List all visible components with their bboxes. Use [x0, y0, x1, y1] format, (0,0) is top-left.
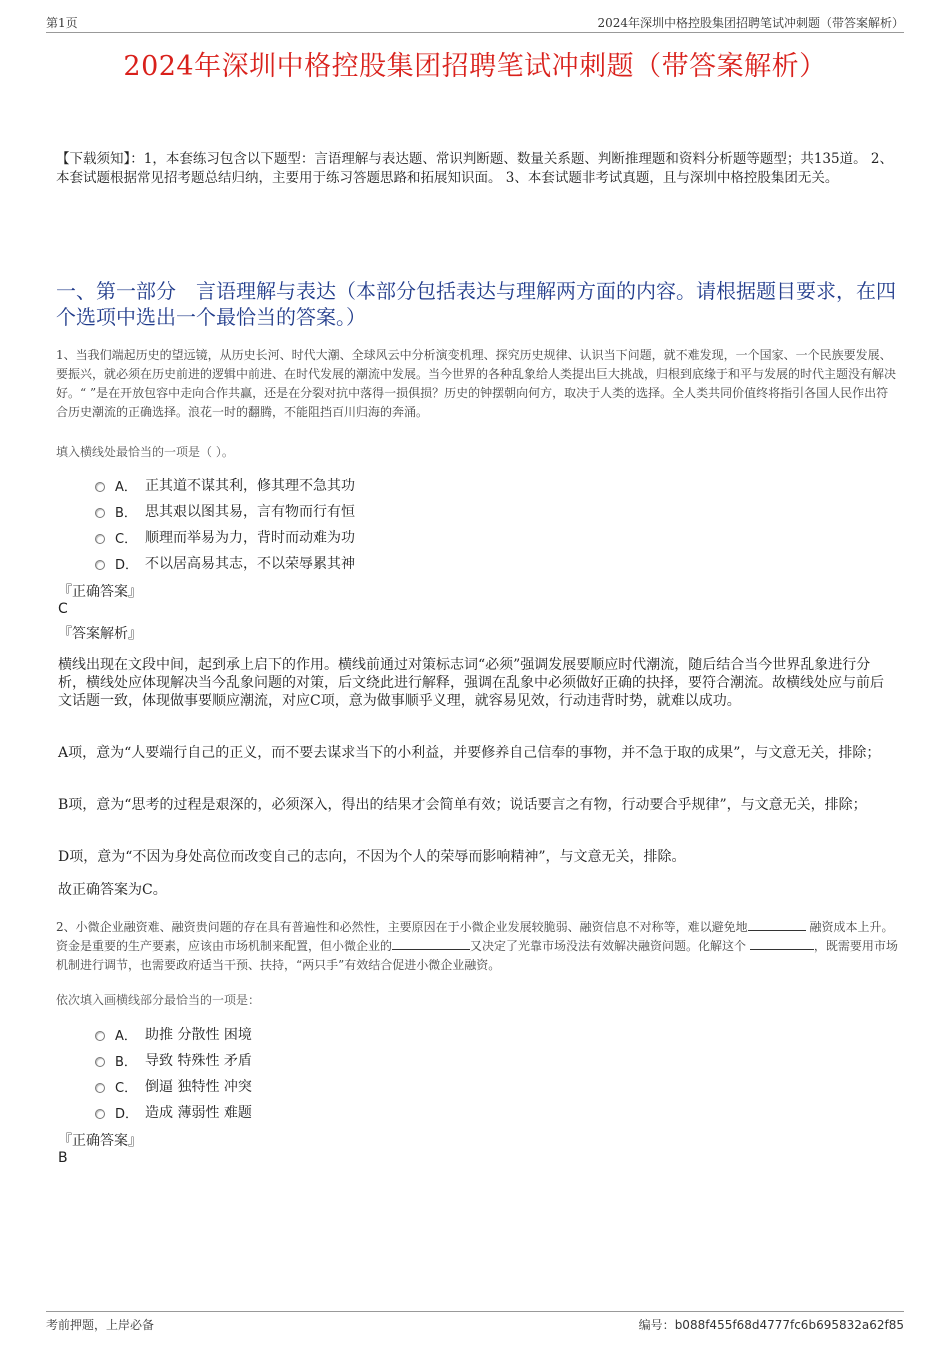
option-d[interactable]: D． 不以居高易其志，不以荣辱累其神: [95, 550, 355, 576]
question-1-options: [95, 472, 355, 576]
radio-icon[interactable]: [95, 534, 105, 544]
download-notice: 【下载须知】：1，本套练习包含以下题型：言语理解与表达题、常识判断题、数量关系题、判断推理题和资料分析题等题型；共135道。 2、本套试题根据常见招考题总结归纳，主要用于练习答题思路和拓展知识面。 3、本套试题非考试真题，且与深圳中格控股集团无关。: [56, 151, 893, 186]
fill-blank[interactable]: [748, 918, 806, 931]
analysis-label: 『答案解析』: [58, 626, 142, 642]
question-1-prompt: 填入横线处最恰当的一项是（ ）。: [56, 445, 234, 459]
radio-icon[interactable]: [95, 1083, 105, 1093]
section-heading: 一、第一部分 言语理解与表达（本部分包括表达与理解两方面的内容。请根据题目要求，在四个选项中选出一个最恰当的答案。）: [56, 279, 896, 329]
fill-blank[interactable]: [750, 937, 814, 950]
header-doc-title: 2024年深圳中格控股集团招聘笔试冲刺题（带答案解析）: [597, 16, 904, 30]
page-header: [46, 12, 904, 33]
radio-icon[interactable]: [95, 508, 105, 518]
option-b[interactable]: B． 导致 特殊性 矛盾: [95, 1047, 252, 1073]
radio-icon[interactable]: [95, 560, 105, 570]
answer-value: B: [58, 1150, 68, 1166]
option-b[interactable]: B． 思其艰以图其易，言有物而行有恒: [95, 498, 355, 524]
question-2-text: 2、小微企业融资难、融资贵问题的存在具有普遍性和必然性，主要原因在于小微企业发展较脆弱、融资信息不对称等，难以避免地 融资成本上升。资金是重要的生产要素，应该由市场机制来配置，但小微企业的 又决定了光靠市场没法有效解决融资问题。化解这个 ，既需要用市场机制进行调节，也需要政府适当干预、扶持，“两只手”有效结合促进小微企业融资。: [56, 920, 898, 972]
page-number: 第1页: [46, 16, 78, 30]
analysis-conclusion: 故正确答案为C。: [58, 882, 167, 898]
document-title: 2024年深圳中格控股集团招聘笔试冲刺题（带答案解析）: [123, 51, 827, 82]
option-a[interactable]: A． 助推 分散性 困境: [95, 1021, 252, 1047]
question-2-options: [95, 1021, 252, 1125]
document-code: 编号：b088f455f68d4777fc6b695832a62f85: [638, 1318, 904, 1332]
question-2-prompt: 依次填入画横线部分最恰当的一项是：: [56, 993, 261, 1007]
option-d[interactable]: D． 造成 薄弱性 难题: [95, 1099, 252, 1125]
question-1-text: 1、当我们端起历史的望远镜，从历史长河、时代大潮、全球风云中分析演变机理、探究历史规律、认识当下问题，就不难发现，一个国家、一个民族要发展、要振兴，就必须在历史前进的逻辑中前进、在时代发展的潮流中发展。当今世界的各种乱象给人类提出巨大挑战，归根到底缘于和平与发展的时代主题没有解决好。“ ”是在开放包容中走向合作共赢，还是在分裂对抗中落得一损俱损？历史的钟摆朝向何方，取决于人类的选择。全人类共同价值终将指引各国人民作出符合历史潮流的正确选择。浪花一时的翻腾，不能阻挡百川归海的奔涌。: [56, 348, 897, 419]
option-c[interactable]: C． 倒逼 独特性 冲突: [95, 1073, 252, 1099]
analysis-paragraph: A项，意为“人要端行自己的正义，而不要去谋求当下的小利益，并要修养自己信奉的事物，并不急于取的成果”，与文意无关，排除；: [58, 745, 881, 761]
answer-value: C: [58, 601, 68, 617]
option-a[interactable]: A． 正其道不谋其利，修其理不急其功: [95, 472, 355, 498]
answer-label: 『正确答案』: [58, 584, 142, 600]
radio-icon[interactable]: [95, 1109, 105, 1119]
page-footer: [46, 1311, 904, 1336]
footer-slogan: 考前押题，上岸必备: [46, 1318, 155, 1332]
analysis-paragraph: B项，意为“思考的过程是艰深的，必须深入，得出的结果才会简单有效；说话要言之有物，行动要合乎规律”，与文意无关，排除；: [58, 797, 867, 813]
radio-icon[interactable]: [95, 482, 105, 492]
answer-label: 『正确答案』: [58, 1133, 142, 1149]
fill-blank[interactable]: [392, 937, 470, 950]
radio-icon[interactable]: [95, 1057, 105, 1067]
analysis-paragraph: 横线出现在文段中间，起到承上启下的作用。横线前通过对策标志词“必须”强调发展要顺应时代潮流，随后结合当今世界乱象进行分析，横线处应体现解决当今乱象问题的对策，后文绕此进行解释，强调在乱象中必须做好正确的抉择，要符合潮流。故横线处应与前后文话题一致，体现做事要顺应潮流，对应C项，意为做事顺乎义理，就容易见效，行动违背时势，就难以成功。: [58, 657, 884, 709]
analysis-paragraph: D项，意为“不因为身处高位而改变自己的志向，不因为个人的荣辱而影响精神”，与文意无关，排除。: [58, 849, 686, 865]
radio-icon[interactable]: [95, 1031, 105, 1041]
option-c[interactable]: C． 顺理而举易为力，背时而动难为功: [95, 524, 355, 550]
